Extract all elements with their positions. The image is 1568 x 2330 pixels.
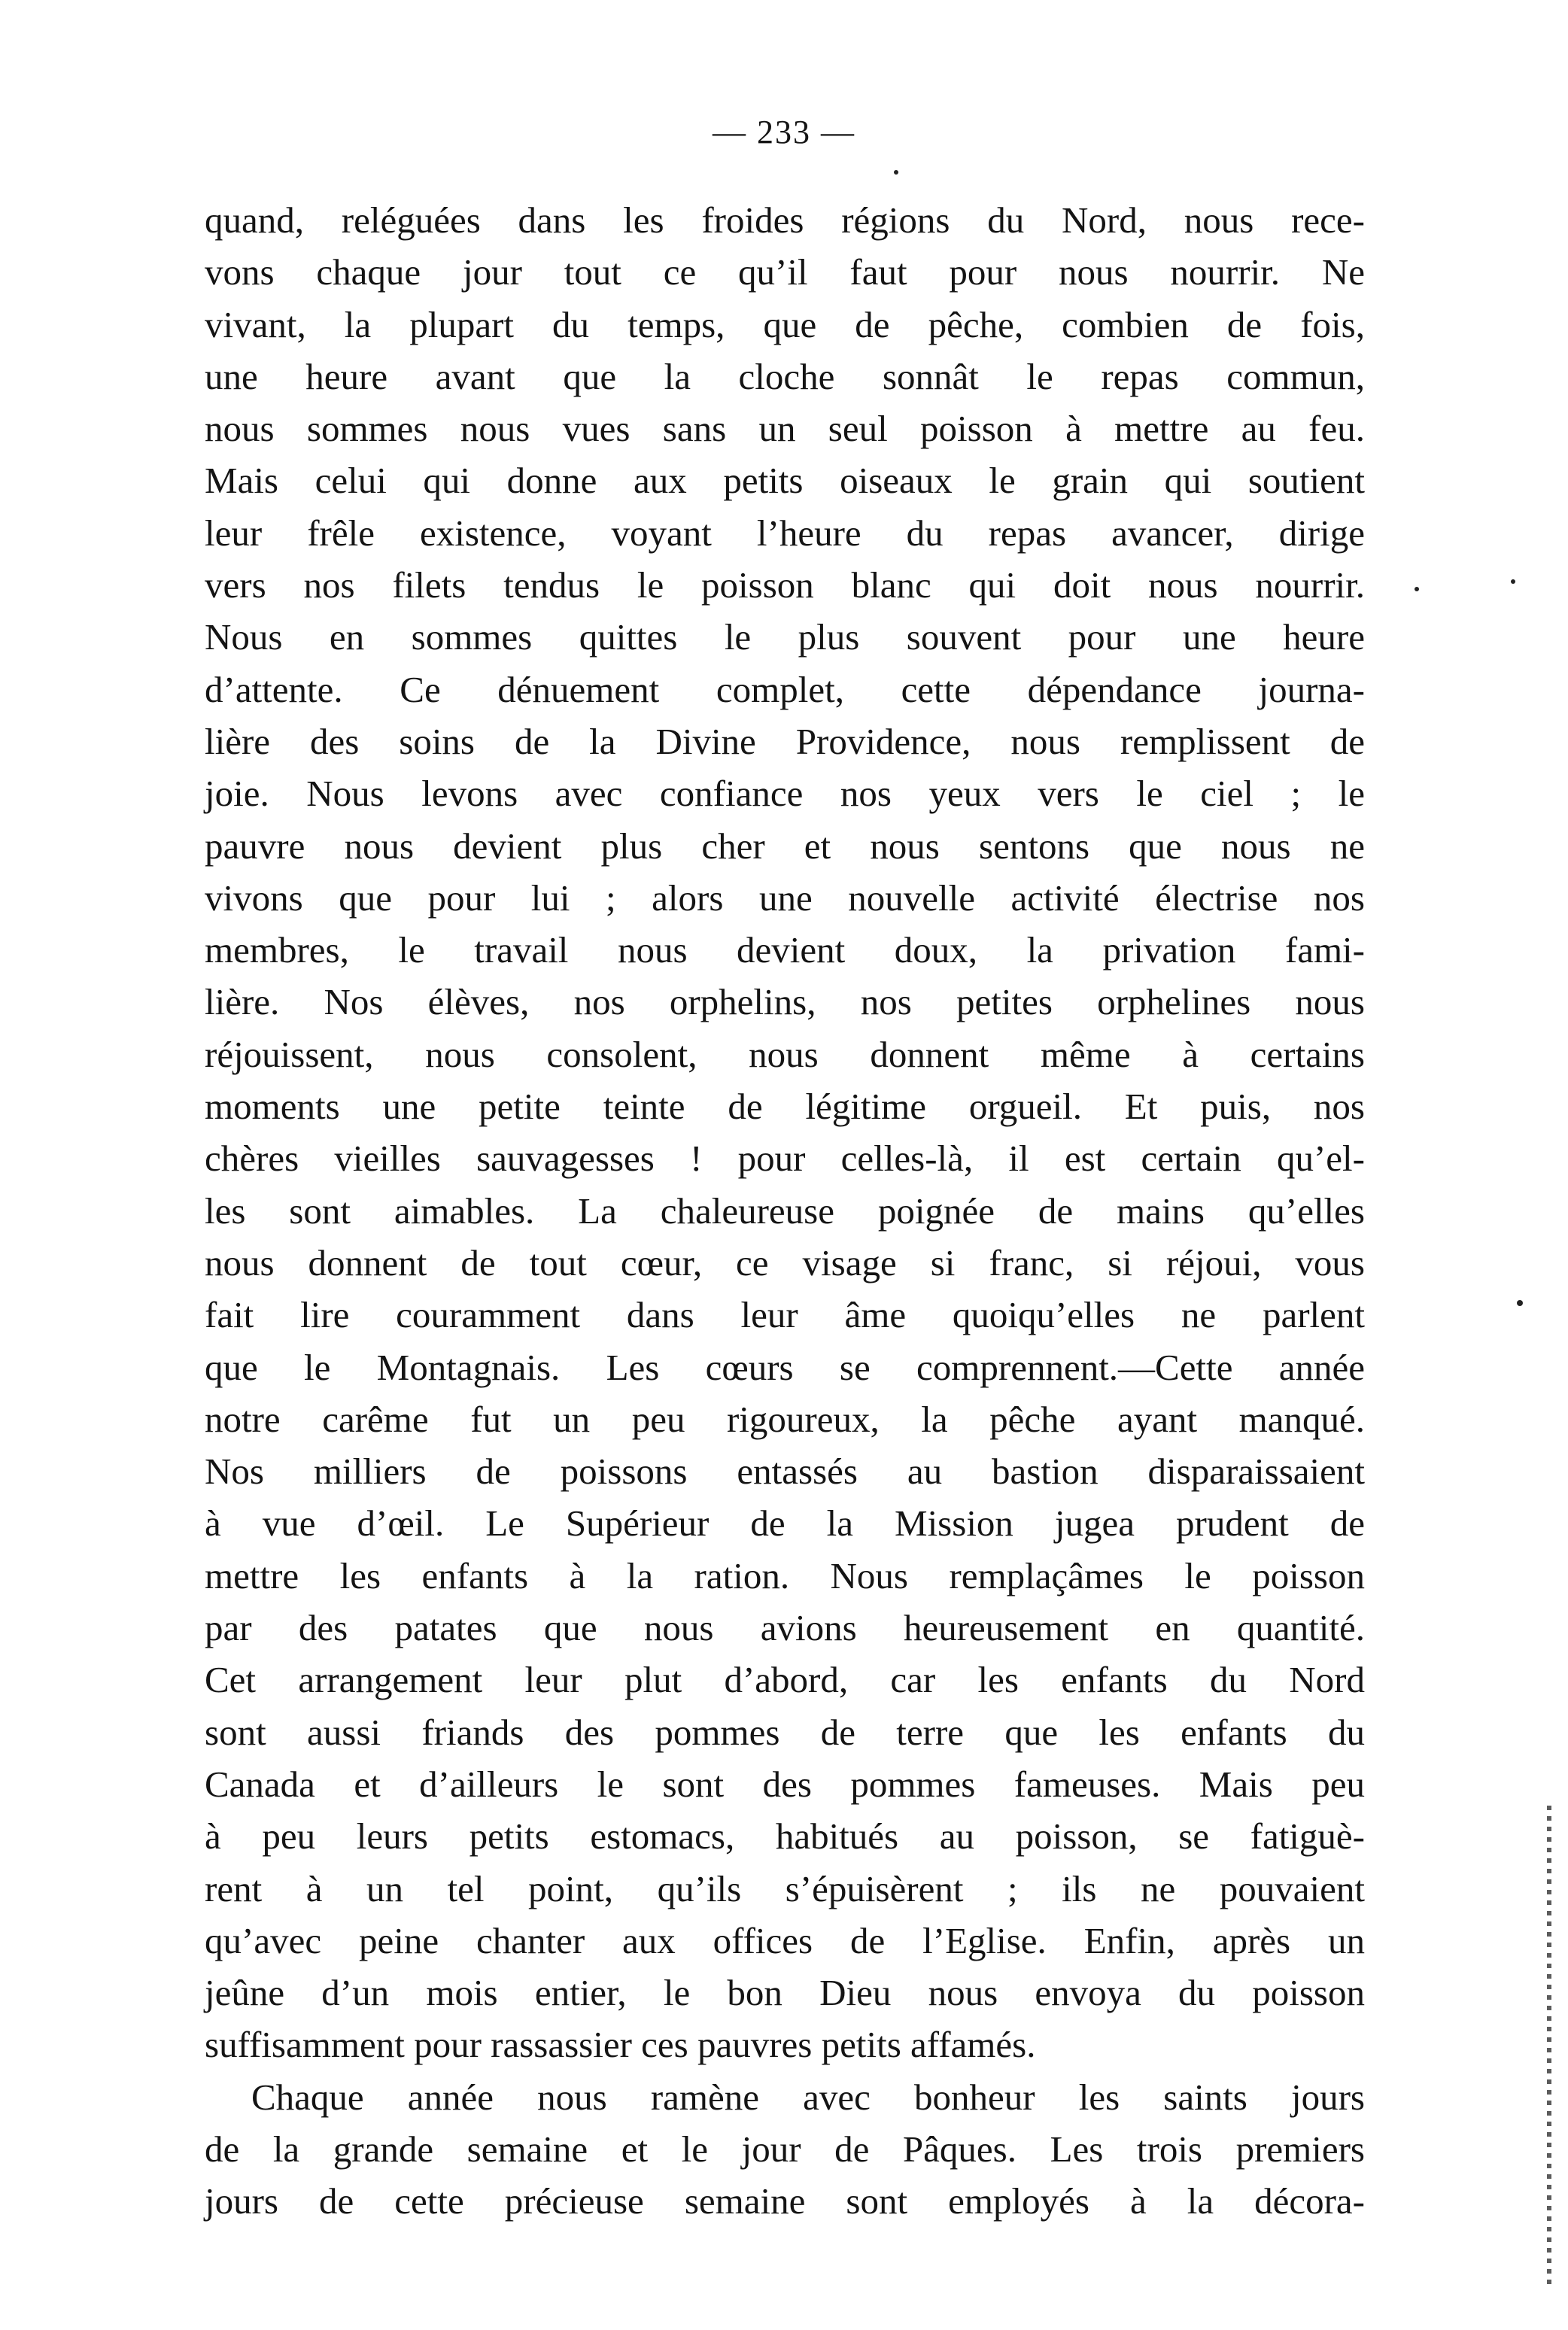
text-line: vivons que pour lui ; alors une nouvelle activité électrise nos — [205, 876, 1365, 919]
text-line: Mais celui qui donne aux petits oiseaux le grain qui soutient — [205, 460, 1365, 502]
text-line: Nos milliers de poissons entassés au bastion disparaissaient — [205, 1451, 1365, 1493]
text-line: moments une petite teinte de légitime orgueil. Et puis, nos — [205, 1086, 1365, 1128]
print-speck — [1415, 587, 1419, 591]
text-line: Nous en sommes quittes le plus souvent pour une heure — [205, 616, 1365, 658]
text-line: quand, reléguées dans les froides régions du Nord, nous rece- — [205, 199, 1365, 241]
text-line: membres, le travail nous devient doux, la privation fami- — [205, 929, 1365, 971]
text-line: vons chaque jour tout ce qu’il faut pour nous nourrir. Ne — [205, 251, 1365, 293]
text-line: à peu leurs petits estomacs, habitués au poisson, se fatiguè- — [205, 1815, 1365, 1858]
text-line: lière. Nos élèves, nos orphelins, nos petites orphelines nous — [205, 981, 1365, 1023]
text-line: pauvre nous devient plus cher et nous sentons que nous ne — [205, 825, 1365, 867]
text-line: par des patates que nous avions heureusement en quantité. — [205, 1607, 1365, 1649]
page-number: — 233 — — [713, 114, 855, 150]
print-speck — [1517, 1300, 1523, 1306]
text-line: réjouissent, nous consolent, nous donnent même à certains — [205, 1033, 1365, 1075]
text-line: leur frêle existence, voyant l’heure du repas avancer, dirige — [205, 512, 1365, 554]
text-line: une heure avant que la cloche sonnât le repas commun, — [205, 355, 1365, 397]
text-line: lière des soins de la Divine Providence, nous remplissent de — [205, 720, 1365, 762]
text-line: rent à un tel point, qu’ils s’épuisèrent ; ils ne pouvaient — [205, 1867, 1365, 1909]
text-line: Chaque année nous ramène avec bonheur les saints jours — [251, 2076, 1365, 2118]
text-line: nous sommes nous vues sans un seul poisson à mettre au feu. — [205, 408, 1365, 450]
text-line: joie. Nous levons avec confiance nos yeux vers le ciel ; le — [205, 773, 1365, 815]
text-line: que le Montagnais. Les cœurs se comprennent.—Cette année — [205, 1346, 1365, 1388]
text-line: jeûne d’un mois entier, le bon Dieu nous envoya du poisson — [205, 1972, 1365, 2014]
text-line: nous donnent de tout cœur, ce visage si franc, si réjoui, vous — [205, 1241, 1365, 1283]
text-line: fait lire couramment dans leur âme quoiqu’elles ne parlent — [205, 1294, 1365, 1336]
text-line: d’attente. Ce dénuement complet, cette dépendance journa- — [205, 668, 1365, 710]
text-line: jours de cette précieuse semaine sont employés à la décora- — [205, 2180, 1365, 2222]
body-text — [205, 194, 1365, 2228]
text-line: mettre les enfants à la ration. Nous remplaçâmes le poisson — [205, 1554, 1365, 1596]
text-line: sont aussi friands des pommes de terre que les enfants du — [205, 1711, 1365, 1753]
print-speck — [1511, 579, 1515, 584]
paragraph-2 — [205, 2071, 1365, 2228]
text-line: chères vieilles sauvagesses ! pour celles-là, il est certain qu’el- — [205, 1138, 1365, 1180]
text-line: qu’avec peine chanter aux offices de l’Eglise. Enfin, après un — [205, 1919, 1365, 1961]
text-line: suffisamment pour rassassier ces pauvres petits affamés. — [205, 2024, 1036, 2066]
text-line: à vue d’œil. Le Supérieur de la Mission jugea prudent de — [205, 1502, 1365, 1545]
paragraph-1 — [205, 194, 1365, 2071]
print-speck — [894, 170, 898, 175]
text-line: Cet arrangement leur plut d’abord, car les enfants du Nord — [205, 1659, 1365, 1701]
text-line: de la grande semaine et le jour de Pâques. Les trois premiers — [205, 2128, 1365, 2170]
text-line: Canada et d’ailleurs le sont des pommes fameuses. Mais peu — [205, 1763, 1365, 1805]
text-line: les sont aimables. La chaleureuse poignée de mains qu’elles — [205, 1189, 1365, 1232]
page-edge-artifact — [1547, 1806, 1551, 2287]
text-line: vers nos filets tendus le poisson blanc qui doit nous nourrir. — [205, 564, 1365, 606]
text-line: vivant, la plupart du temps, que de pêche, combien de fois, — [205, 303, 1365, 345]
text-line: notre carême fut un peu rigoureux, la pêche ayant manqué. — [205, 1398, 1365, 1440]
